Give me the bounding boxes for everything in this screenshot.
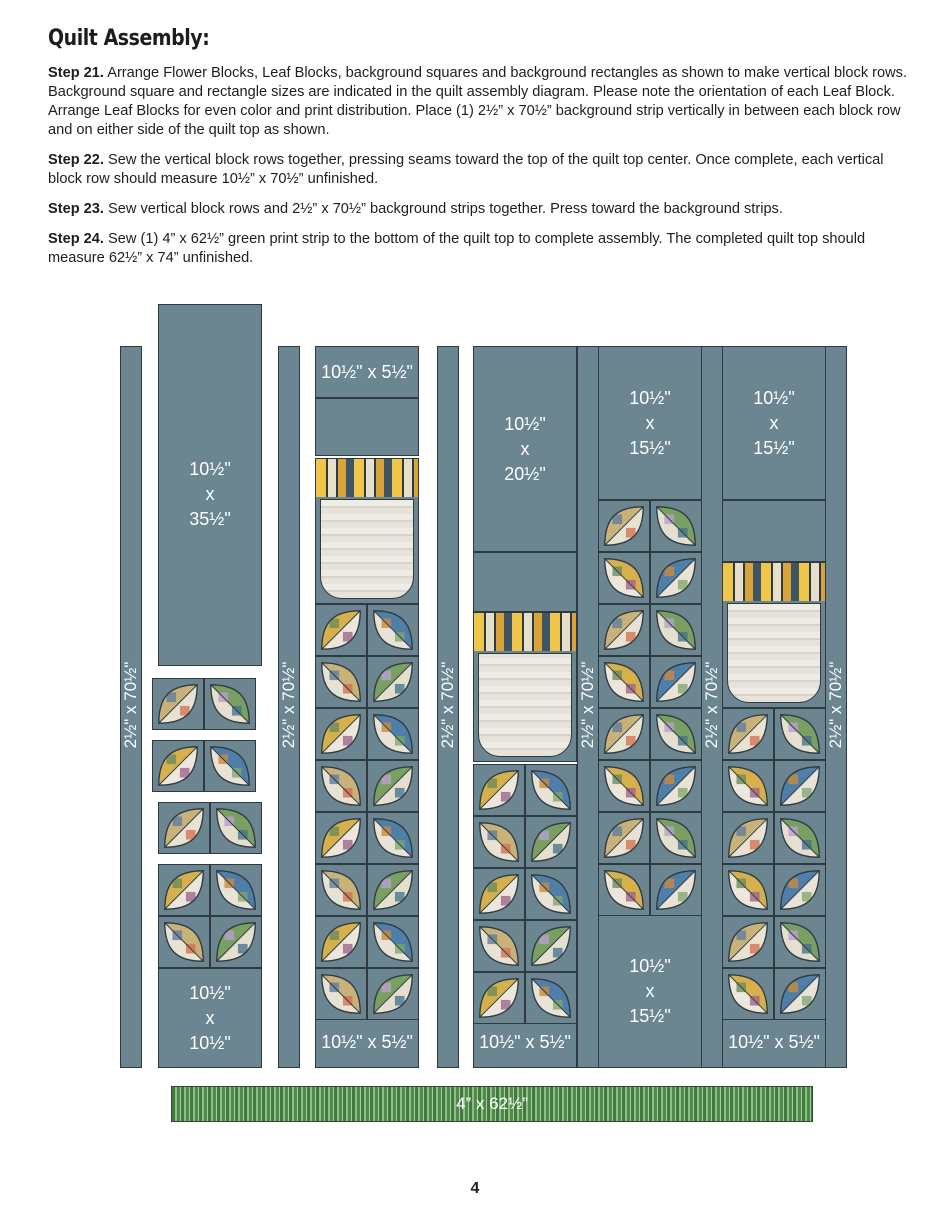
leaf-block-cell xyxy=(158,864,210,916)
leaf-block-cell xyxy=(650,500,702,552)
strip-size-label: 2½" x 70½" xyxy=(578,661,597,749)
background-rectangle xyxy=(722,500,826,562)
leaf-block-cell xyxy=(650,656,702,708)
rectangle-size-label: 10½" x 15½" xyxy=(629,955,671,1026)
leaf-block-cell xyxy=(367,916,419,968)
flower-block xyxy=(315,458,419,604)
page-number: 4 xyxy=(470,1180,480,1197)
leaf-block-cell xyxy=(367,864,419,916)
leaf-block-cell xyxy=(598,604,650,656)
leaf-block-cell xyxy=(650,552,702,604)
leaf-block-cell xyxy=(152,740,204,792)
leaf-block-cell xyxy=(650,760,702,812)
leaf-block-cell xyxy=(774,864,826,916)
leaf-block-cell xyxy=(650,864,702,916)
leaf-block-cell xyxy=(315,760,367,812)
leaf-block-cell xyxy=(525,868,577,920)
background-rectangle xyxy=(473,552,577,612)
rectangle-size-label: 10½" x 15½" xyxy=(753,387,795,458)
strip-size-label: 2½" x 70½" xyxy=(702,661,721,749)
leaf-block-cell xyxy=(598,656,650,708)
leaf-block-cell xyxy=(367,968,419,1020)
leaf-block-cell xyxy=(315,708,367,760)
rectangle-size-label: 10½" x 5½" xyxy=(321,361,413,382)
leaf-block-cell xyxy=(152,678,204,730)
leaf-block-cell xyxy=(473,920,525,972)
step-24: Step 24. Sew (1) 4” x 62½” green print strip to the bottom of the quilt top to complete assembly. The completed quilt top should measure 62½” x 74” unfinished. xyxy=(48,231,866,266)
leaf-block-cell xyxy=(315,656,367,708)
leaf-block-cell xyxy=(598,760,650,812)
leaf-block-cell xyxy=(525,920,577,972)
leaf-block-cell xyxy=(315,968,367,1020)
leaf-block-cell xyxy=(722,760,774,812)
leaf-block-cell xyxy=(473,868,525,920)
leaf-block-cell xyxy=(473,816,525,868)
leaf-block-cell xyxy=(722,916,774,968)
strip-size-label: 2½" x 70½" xyxy=(121,661,140,749)
leaf-block-cell xyxy=(722,708,774,760)
square-size-label: 10½" x 10½" xyxy=(189,982,231,1053)
rectangle-size-label: 10½" x 20½" xyxy=(504,413,546,484)
leaf-block-cell xyxy=(774,760,826,812)
leaf-block-cell xyxy=(367,708,419,760)
leaf-block-cell xyxy=(598,864,650,916)
step-21: Step 21. Arrange Flower Blocks, Leaf Blocks, background squares and background rectangles as shown to make vertical block rows. Background square and rectangle sizes are indicated in the quilt assembly diagram. Please note the orientation of each Leaf Block. Arrange Leaf Blocks for even color and print distribution. Place (1) 2½” x 70½” background strip vertically in between each block row and on either side of the quilt top as shown. xyxy=(48,65,908,138)
rectangle-size-label: 10½" x 35½" xyxy=(189,458,231,529)
leaf-block-cell xyxy=(367,604,419,656)
strip-size-label: 2½" x 70½" xyxy=(438,661,457,749)
leaf-block-cell xyxy=(367,760,419,812)
page-title: Quilt Assembly: xyxy=(48,26,210,51)
leaf-block-cell xyxy=(525,816,577,868)
leaf-block-cell xyxy=(774,916,826,968)
leaf-block-cell xyxy=(473,972,525,1024)
leaf-block-cell xyxy=(473,764,525,816)
leaf-block-cell xyxy=(650,708,702,760)
leaf-block-cell xyxy=(204,740,256,792)
leaf-block-cell xyxy=(774,812,826,864)
leaf-block-cell xyxy=(158,802,210,854)
leaf-block-cell xyxy=(598,812,650,864)
leaf-block-cell xyxy=(722,812,774,864)
leaf-block-cell xyxy=(722,968,774,1020)
leaf-block-cell xyxy=(210,916,262,968)
leaf-block-cell xyxy=(367,812,419,864)
leaf-block-cell xyxy=(315,864,367,916)
rectangle-size-label: 10½" x 5½" xyxy=(321,1031,413,1052)
strip-size-label: 2½" x 70½" xyxy=(826,661,845,749)
step-22: Step 22. Sew the vertical block rows together, pressing seams toward the top of the quilt top center. Once complete, each vertical block row should measure 10½” x 70½” unfinished. xyxy=(48,152,884,187)
rectangle-size-label: 10½" x 5½" xyxy=(479,1031,571,1052)
leaf-block-cell xyxy=(210,802,262,854)
background-rectangle xyxy=(315,398,419,456)
step-23: Step 23. Sew vertical block rows and 2½” x 70½” background strips together. Press toward the background strips. xyxy=(48,201,783,217)
leaf-block-cell xyxy=(650,812,702,864)
leaf-block-cell xyxy=(774,968,826,1020)
leaf-block-cell xyxy=(650,604,702,656)
leaf-block-cell xyxy=(598,708,650,760)
leaf-block-cell xyxy=(525,972,577,1024)
leaf-block-cell xyxy=(598,552,650,604)
flower-block xyxy=(473,612,577,762)
leaf-block-cell xyxy=(204,678,256,730)
leaf-block-cell xyxy=(315,812,367,864)
leaf-block-cell xyxy=(315,604,367,656)
leaf-block-cell xyxy=(158,916,210,968)
leaf-block-cell xyxy=(598,500,650,552)
leaf-block-cell xyxy=(774,708,826,760)
strip-size-label: 2½" x 70½" xyxy=(279,661,298,749)
rectangle-size-label: 10½" x 5½" xyxy=(728,1031,820,1052)
leaf-block-cell xyxy=(210,864,262,916)
border-size-label: 4” x 62½” xyxy=(456,1094,528,1113)
leaf-block-cell xyxy=(525,764,577,816)
leaf-block-cell xyxy=(367,656,419,708)
flower-block xyxy=(722,562,826,708)
leaf-block-cell xyxy=(722,864,774,916)
rectangle-size-label: 10½" x 15½" xyxy=(629,387,671,458)
leaf-block-cell xyxy=(315,916,367,968)
